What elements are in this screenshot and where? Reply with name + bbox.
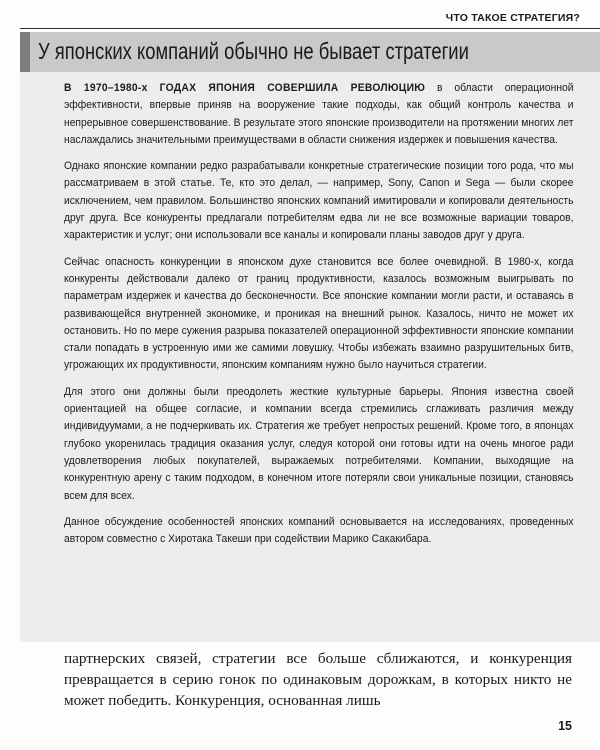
paragraph-1-text: в области операционной эффективности, впервые приняв на вооружение такие подходы, как общий контроль качества и непрерывное совершенствование. В результате этого японские производители на протяжении многих лет наслаждались значительными преимуществами в области снижения издержек и повышения качества. xyxy=(64,82,574,146)
running-head: ЧТО ТАКОЕ СТРАТЕГИЯ? xyxy=(445,12,580,24)
page-number: 15 xyxy=(558,719,572,733)
main-body-text: партнерских связей, стратегии все больше сближаются, и конкуренция превращается в серию гонок по одинаковым дорожкам, в которых никто не может победить. Конкуренция, основанная лишь xyxy=(64,650,572,709)
sidebar-paragraph-3: Сейчас опасность конкуренции в японском духе становится все более очевидной. В 1980-х, когда конкуренты действовали далеко от границ продуктивности, казалось возможным выигрывать по параметрам издержек и качества до бесконечности. Все японские компании могли расти, и оставаясь в развивающейся внутренней экономике, и проникая на внешний рынок. Казалось, ничто не может их остановить. Но по мере сужения разрыва показателей операционной эффективности японские компании стали попадать в устроенную ими же самими ловушку. Чтобы избежать взаимно разрушительных битв, угрожающих их продуктивности, японским компаниям нужно было научиться стратегии. xyxy=(64,255,574,372)
sidebar-title-bar xyxy=(20,32,600,72)
sidebar-paragraph-2: Однако японские компании редко разрабатывали конкретные стратегические позиции того рода, что мы рассматриваем в этой статье. Те, кто это делал, — например, Sony, Canon и Sega — были скорее исключением, чем правилом. Большинство японских компаний имитировали и копировали деятельность друг друга. Все конкуренты предлагали потребителям едва ли не все возможные вариации товаров, характеристик и услуг; они использовали все каналы и копировали планы заводов друг у друга. xyxy=(64,160,574,242)
header-rule xyxy=(20,28,600,29)
lead-in: В 1970–1980-х ГОДАХ ЯПОНИЯ СОВЕРШИЛА РЕВОЛЮЦИЮ xyxy=(64,82,426,94)
title-bar-edge xyxy=(20,32,30,72)
sidebar-paragraph-5: Данное обсуждение особенностей японских компаний основывается на исследованиях, проведенных автором совместно с Хиротака Такеши при содействии Марико Сакакибара. xyxy=(64,515,574,546)
sidebar-body xyxy=(64,80,574,557)
sidebar-paragraph-4: Для этого они должны были преодолеть жесткие культурные барьеры. Япония известна своей ориентацией на общее согласие, и компании всегда стремились сглаживать различия между индивидуумами, а не подчеркивать их. Стратегия же требует непростых решений. Кроме того, в японцах глубоко укоренилась традиция оказания услуг, следуя которой они готовы идти на очень многое ради удовлетворения любых покупателей, выражаемых потребителями. Компании, выходящие на конкурентную арену с таким подходом, в конечном итоге потеряли свои уникальные позиции, становясь всем для всех. xyxy=(64,385,574,502)
sidebar-title: У японских компаний обычно не бывает стратегии xyxy=(38,38,469,64)
sidebar-paragraph-1 xyxy=(64,80,574,149)
sidebar-box xyxy=(20,32,600,642)
